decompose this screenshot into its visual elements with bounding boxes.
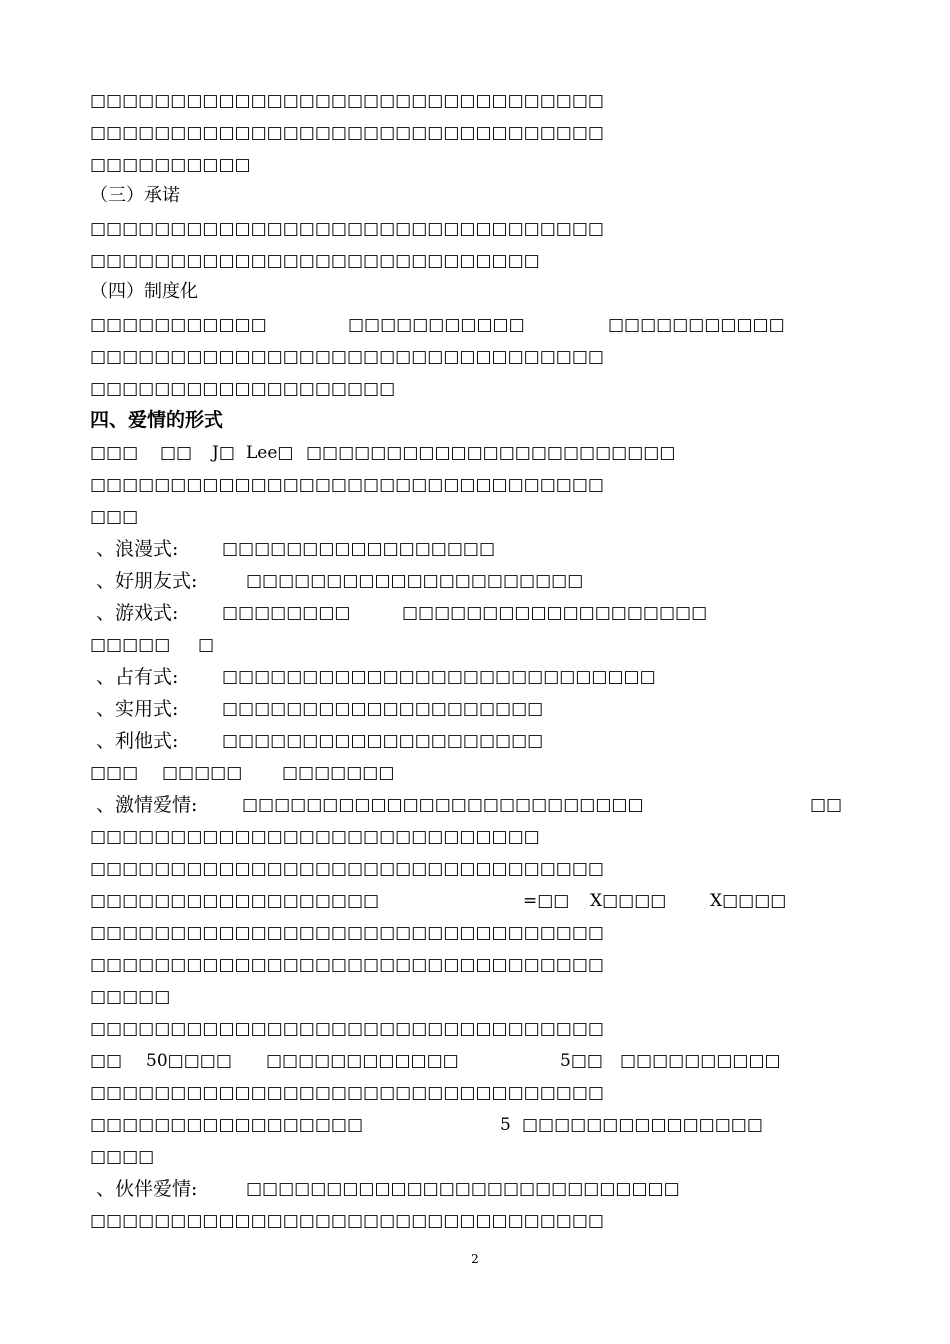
text-segment: □□□□□□□□□□□ <box>348 315 525 335</box>
item-label: 、伙伴爱情: <box>90 1178 198 1200</box>
item-label: 、好朋友式: <box>90 570 198 592</box>
item-label: 、占有式: <box>90 666 179 688</box>
text-segment: □□□□□□□ <box>282 763 395 783</box>
text-segment: □□□□□□□□□□□□□□□□□□□ <box>402 603 708 623</box>
text-segment: □□ <box>90 1051 123 1071</box>
body-line: □□□□□ <box>90 987 171 1007</box>
text-segment: □□□ <box>90 443 139 463</box>
body-line: □□□□□□□□□□□□□□□□□□□□□□□□□□□□ <box>90 827 540 847</box>
text-segment: X□□□□ <box>590 891 667 911</box>
text-segment: □□□□□□□□□□□□□□□□□□ <box>90 891 380 911</box>
body-line: □□□□□□□□□□ <box>90 155 251 175</box>
text-segment: J□ <box>212 443 235 463</box>
body-line: □□□□□□□□□□□□□□□□□□□ <box>90 379 396 399</box>
body-line: □□□□□□□□□□□□□□□□□□□□□□□□□□□□□□□□ <box>90 859 604 879</box>
text-segment: □□□□□□□□□□□ <box>90 315 267 335</box>
text-segment: □□□□□□□□□□□□□□□□□ <box>90 1115 364 1135</box>
text-segment: Lee□ <box>246 443 294 463</box>
item-label: 、浪漫式: <box>90 538 179 560</box>
text-segment: X□□□□ <box>710 891 787 911</box>
text-segment: =□□ <box>523 891 570 911</box>
body-line: □□□□ <box>90 1147 155 1167</box>
text-segment: □□□□□□□□□□□□□□□□□□□□□□□□□ <box>242 795 644 815</box>
text-segment: □□□ <box>90 763 139 783</box>
text-segment: □□□□□□□□□□□□□□□□□□□□□ <box>246 571 584 591</box>
body-line: □□□□□□□□□□□□□□□□□□□□□□□□□□□□□□□□ <box>90 347 604 367</box>
text-segment: □□□□□□□□□□□□□□□□□ <box>222 539 496 559</box>
item-label: 、利他式: <box>90 730 179 752</box>
body-line: □□□ <box>90 507 139 527</box>
body-line: □□□□□□□□□□□□□□□□□□□□□□□□□□□□□□□□ <box>90 1083 604 1103</box>
body-line: □□□□□□□□□□□□□□□□□□□□□□□□□□□□□□□□ <box>90 1019 604 1039</box>
body-line: □□□□□□□□□□□□□□□□□□□□□□□□□□□□□□□□ <box>90 219 604 239</box>
text-segment: □□□□□□□□ <box>222 603 351 623</box>
body-line: □□□□□□□□□□□□□□□□□□□□□□□□□□□□□□□□ <box>90 123 604 143</box>
page-number: 2 <box>471 1252 479 1266</box>
item-label: 、实用式: <box>90 698 179 720</box>
text-segment: □□□□□□□□□□ <box>620 1051 781 1071</box>
text-segment: □□□□□□□□□□□□□□□□□□□□□□□□□□□ <box>222 667 656 687</box>
text-segment: □□□□□□□□□□□□□□□□□□□□ <box>222 699 544 719</box>
text-segment: □□□□□□□□□□□□□□□□□□□□ <box>222 731 544 751</box>
text-segment: □□□□□□□□□□□ <box>608 315 785 335</box>
text-segment: □□□□□□□□□□□□□□□□□□□□□□□ <box>306 443 676 463</box>
text-segment: □□□□□□□□□□□□ <box>266 1051 459 1071</box>
subheading-institutionalization: （四）制度化 <box>90 281 198 302</box>
subheading-commitment: （三）承诺 <box>90 185 180 206</box>
text-segment: 5□□ <box>560 1051 603 1071</box>
text-segment: 5 <box>500 1115 511 1135</box>
item-label: 、游戏式: <box>90 602 179 624</box>
body-line: □□□□□□□□□□□□□□□□□□□□□□□□□□□□□□□□ <box>90 955 604 975</box>
text-segment: □□□□□□□□□□□□□□□ <box>522 1115 763 1135</box>
body-line: □□□□□□□□□□□□□□□□□□□□□□□□□□□□ <box>90 251 540 271</box>
text-segment: □ <box>198 635 215 655</box>
text-segment: □□□□□ <box>162 763 243 783</box>
body-line: □□□□□□□□□□□□□□□□□□□□□□□□□□□□□□□□ <box>90 91 604 111</box>
text-segment: □□□□□ <box>90 635 171 655</box>
text-segment: □□ <box>160 443 193 463</box>
text-segment: □□ <box>810 795 843 815</box>
body-line: □□□□□□□□□□□□□□□□□□□□□□□□□□□□□□□□ <box>90 475 604 495</box>
item-label: 、激情爱情: <box>90 794 198 816</box>
text-segment: □□□□□□□□□□□□□□□□□□□□□□□□□□□ <box>246 1179 680 1199</box>
body-line: □□□□□□□□□□□□□□□□□□□□□□□□□□□□□□□□ <box>90 923 604 943</box>
text-segment: 50□□□□ <box>146 1051 232 1071</box>
section-heading-forms-of-love: 四、爱情的形式 <box>90 409 224 431</box>
body-line: □□□□□□□□□□□□□□□□□□□□□□□□□□□□□□□□ <box>90 1211 604 1231</box>
